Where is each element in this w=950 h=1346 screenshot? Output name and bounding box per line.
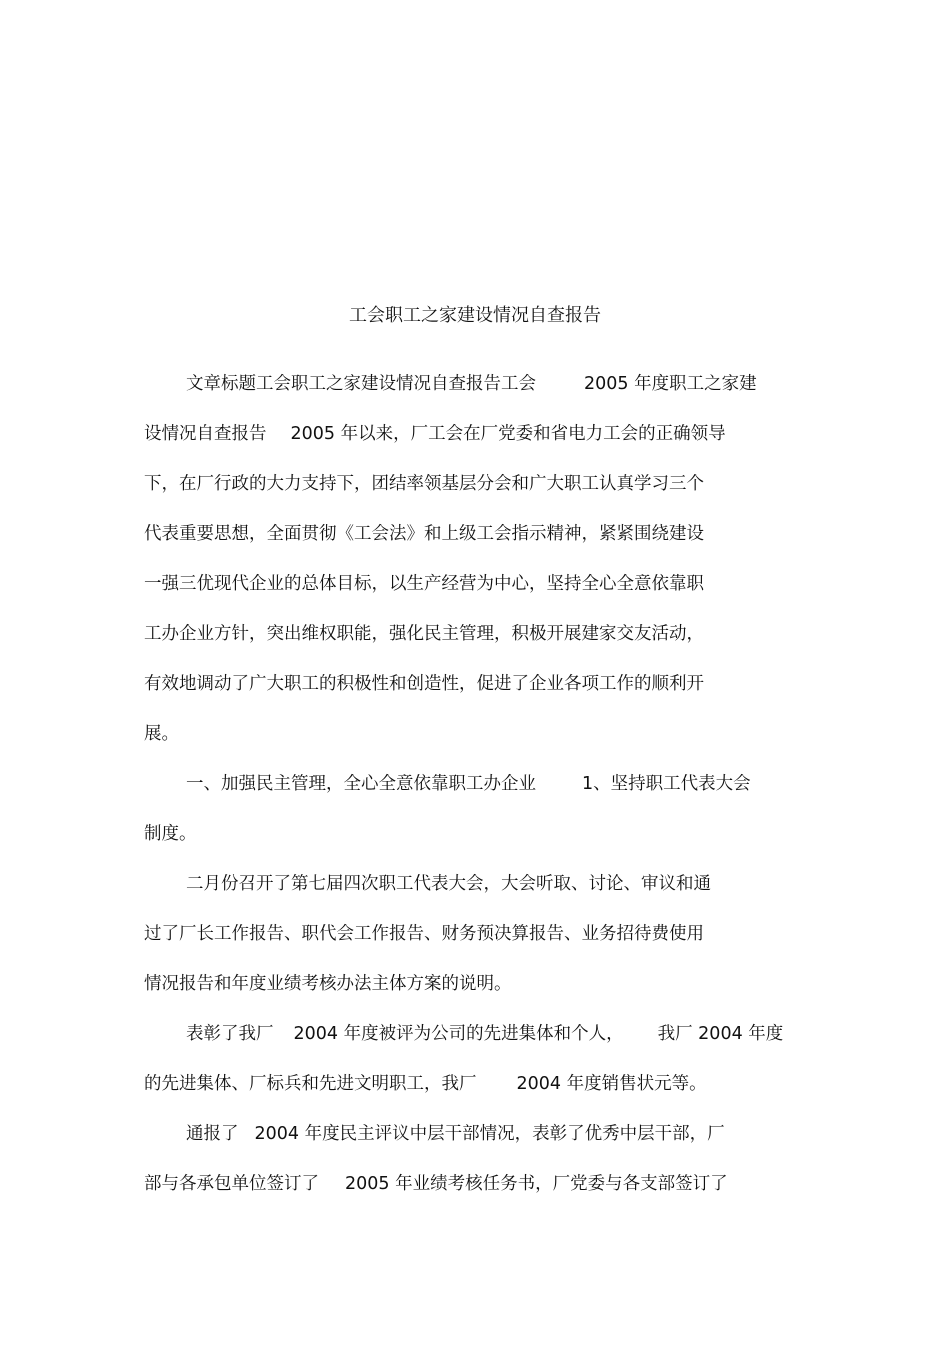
paragraph-line (144, 971, 512, 997)
line-text: 2004 年度民主评议中层干部情况，表彰了优秀中层干部，厂 (254, 1124, 725, 1144)
line-text: 情况报告和年度业绩考核办法主体方案的说明。 (144, 974, 512, 994)
line-text: 的先进集体、厂标兵和先进文明职工，我厂 (144, 1074, 477, 1094)
line-text: 工办企业方针，突出维权职能，强化民主管理，积极开展建家交友活动， (144, 624, 704, 644)
paragraph-line (186, 1021, 783, 1047)
paragraph-line (144, 621, 704, 647)
line-text: 通报了 (186, 1124, 239, 1144)
line-text: 制度。 (144, 824, 197, 844)
paragraph-line (144, 571, 704, 597)
line-text: 设情况自查报告 (144, 424, 267, 444)
line-text: 下，在厂行政的大力支持下，团结率领基层分会和广大职工认真学习三个 (144, 474, 704, 494)
line-text: 2004 年度销售状元等。 (516, 1074, 707, 1094)
paragraph-line (144, 721, 179, 747)
paragraph-line (144, 921, 704, 947)
line-text: 2005 年以来，厂工会在厂党委和省电力工会的正确领导 (290, 424, 726, 444)
paragraph-line (144, 671, 704, 697)
line-text: 文章标题工会职工之家建设情况自查报告工会 (186, 374, 536, 394)
line-text: 表彰了我厂 (186, 1024, 274, 1044)
paragraph-line (144, 1071, 707, 1097)
line-text: 2004 年度被评为公司的先进集体和个人， (293, 1024, 624, 1044)
paragraph-line (186, 1121, 725, 1147)
paragraph-line (186, 871, 711, 897)
line-text: 1、坚持职工代表大会 (582, 774, 751, 794)
line-text: 过了厂长工作报告、职代会工作报告、财务预决算报告、业务招待费使用 (144, 924, 704, 944)
paragraph-line (144, 471, 704, 497)
line-text: 一、加强民主管理，全心全意依靠职工办企业 (186, 774, 536, 794)
line-text: 我厂 2004 年度 (657, 1024, 784, 1044)
paragraph-line (186, 371, 757, 397)
paragraph-line (186, 771, 751, 797)
paragraph-line (144, 421, 726, 447)
line-text: 一强三优现代企业的总体目标，以生产经营为中心，坚持全心全意依靠职 (144, 574, 704, 594)
line-text: 部与各承包单位签订了 (144, 1174, 319, 1194)
line-text: 2005 年业绩考核任务书，厂党委与各支部签订了 (345, 1174, 728, 1194)
paragraph-line (144, 821, 197, 847)
line-text: 2005 年度职工之家建 (584, 374, 757, 394)
document-title: 工会职工之家建设情况自查报告 (349, 305, 601, 326)
paragraph-line (144, 521, 704, 547)
line-text: 有效地调动了广大职工的积极性和创造性，促进了企业各项工作的顺利开 (144, 674, 704, 694)
line-text: 二月份召开了第七届四次职工代表大会，大会听取、讨论、审议和通 (186, 874, 711, 894)
line-text: 代表重要思想，全面贯彻《工会法》和上级工会指示精神，紧紧围绕建设 (144, 524, 704, 544)
paragraph-line (144, 1171, 728, 1197)
line-text: 展。 (144, 724, 179, 744)
